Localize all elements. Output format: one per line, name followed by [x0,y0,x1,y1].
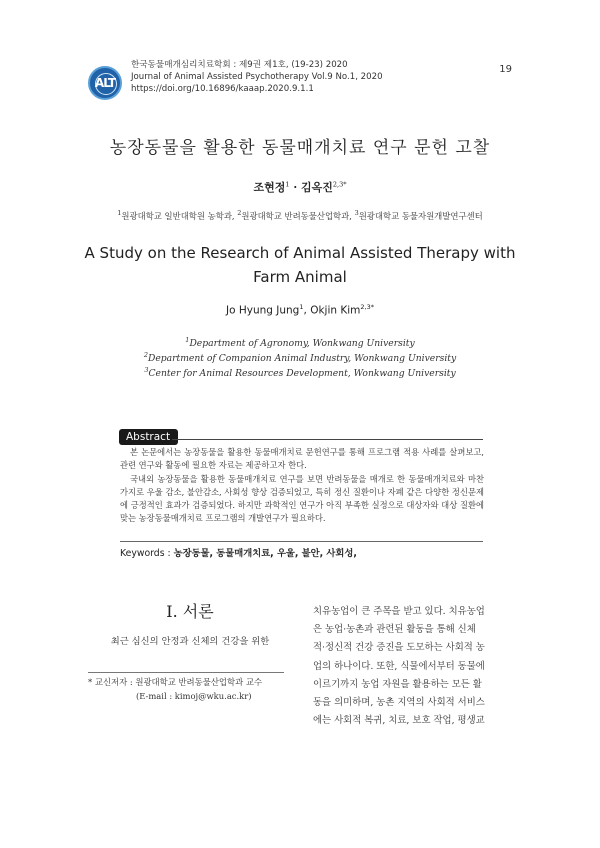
aff-superscript: 3 [354,209,359,217]
aff-superscript: 1 [117,209,122,217]
abstract-body [120,446,484,526]
author-superscript: 2,3* [360,303,374,311]
journal-name-ko: 한국동물매개심리치료학회 : 제9권 제1호, (19-23) 2020 [131,60,348,70]
affiliation-text: Center for Animal Resources Development, Wonkwang University [148,368,456,380]
page-number: 19 [499,64,512,75]
title-korean: 농장동물을 활용한 동물매개치료 연구 문헌 고찰 [109,138,491,158]
body-line: 이르기까지 농업 자원을 활용하는 모든 활 [313,678,482,690]
affiliation-english [0,336,600,349]
journal-name-en: Journal of Animal Assisted Psychotherapy Vol.9 No.1, 2020 [131,72,383,82]
body-text-right [313,603,514,730]
journal-logo [88,66,122,100]
doi-link[interactable]: https://doi.org/10.16896/kaaap.2020.9.1.1 [131,84,314,94]
body-text-left: 최근 심신의 안정과 신체의 건강을 위한 [110,636,270,647]
affiliation-english [0,351,600,364]
aff-superscript: 2 [143,351,148,359]
author-name: 조현정 [253,181,286,194]
author-separator: , [303,304,311,317]
keywords-divider [120,541,483,542]
author-superscript: 1 [285,180,290,189]
footnote [88,676,303,703]
author-name: Okjin Kim [310,304,361,317]
affiliation-text: 원광대학교 반려동물산업학과, [241,210,355,221]
section-title: I. 서론 [166,602,214,621]
author-name: 김옥진 [301,181,333,194]
keywords-line [120,545,357,559]
abstract-paragraph: 본 논문에서는 농장동물을 활용한 동물매개치료 문헌연구를 통해 프로그램 적용 사례를 살펴보고, 관련 연구와 활동에 필요한 자료는 제공하고자 한다. [120,447,484,471]
author-superscript: 1 [299,303,304,311]
body-line: 적·정신적 건강 증진을 도모하는 사회적 농 [313,642,485,654]
body-line: 에는 사회적 복귀, 치료, 보호 작업, 평생교 [313,715,485,727]
aff-superscript: 3 [144,366,149,374]
keywords-label: Keywords : [120,548,174,559]
authors-english [0,303,600,317]
body-line: 업의 하나이다. 또한, 식물에서부터 동물에 [313,660,485,672]
abstract-label: Abstract [119,429,178,445]
keywords-text: 농장동물, 동물매개치료, 우울, 불안, 사회성, [173,548,357,559]
affiliation-text: 원광대학교 일반대학원 농학과, [121,210,238,221]
body-line: 은 농업·농촌과 관련된 활동을 통해 신체 [313,624,476,636]
abstract-divider [172,439,483,440]
author-name: Jo Hyung Jung [226,304,300,317]
body-line: 동을 의미하며, 농촌 지역의 사회적 서비스 [313,697,485,709]
affiliation-text: Department of Agronomy, Wonkwang University [189,338,415,350]
logo-lettering: ALT [94,76,116,90]
affiliation-text: Department of Companion Animal Industry, Wonkwang University [147,353,457,365]
affiliations-korean [0,209,600,222]
authors-korean [0,179,600,195]
aff-superscript: 1 [185,336,190,344]
footnote-line: * 교신저자 : 원광대학교 반려동물산업학과 교수 [88,677,263,687]
affiliation-english [0,366,600,379]
abstract-paragraph: 국내외 농장동물을 활용한 동물매개치료 연구를 보면 반려동물을 매개로 한 동물매개치료와 마찬가지로 우울 감소, 불안감소, 사회성 향상 검증되었고, 특히 정신 질환이나 자폐 같은 다양한 정신문제에 긍정적인 효과가 검증되었다. 하지만 과학적인 연구가 아직 부족한 실정으로 대상자와 대상 질환에 맞는 농장동물매개치료 프로그램의 개발연구가 필요하다. [120,473,484,524]
footnote-divider [88,672,284,673]
footnote-email: (E-mail : kimoj@wku.ac.kr) [136,690,252,701]
aff-superscript: 2 [237,209,242,217]
body-line: 치유농업이 큰 주목을 받고 있다. 치유농업 [313,606,485,617]
author-superscript: 2,3* [332,180,347,189]
title-english: A Study on the Research of Animal Assisted Therapy with Farm Animal [84,244,516,286]
affiliation-text: 원광대학교 동물자원개발연구센터 [358,210,483,221]
author-separator: · [289,181,302,194]
